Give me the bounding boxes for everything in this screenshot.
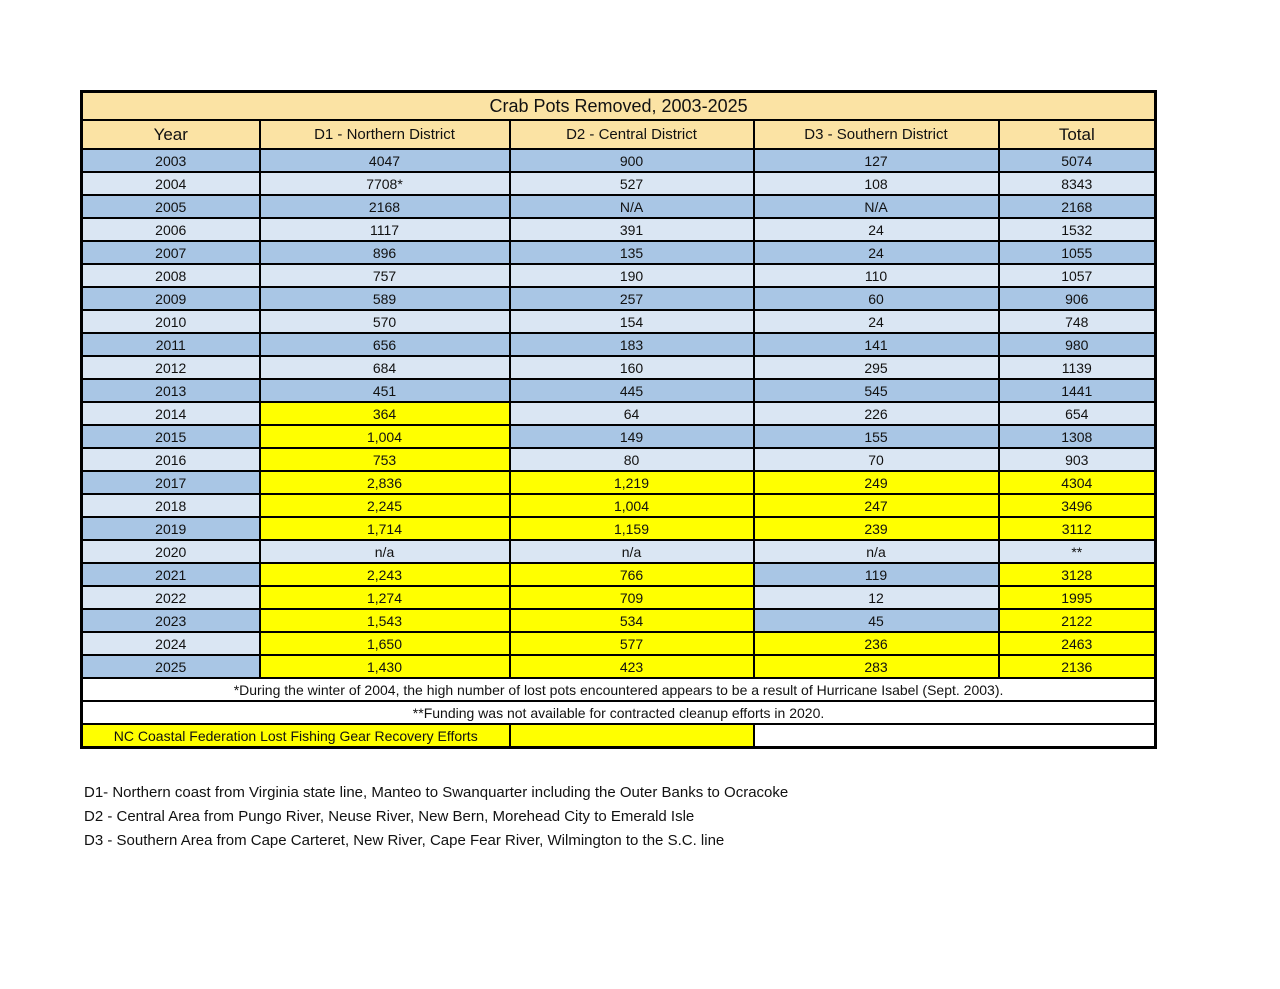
d3-cell: 70 (754, 448, 999, 471)
d3-cell: 295 (754, 356, 999, 379)
d1-cell: 684 (260, 356, 510, 379)
year-cell: 2019 (82, 517, 260, 540)
table-row (82, 356, 1156, 379)
table-row (82, 379, 1156, 402)
year-cell: 2003 (82, 149, 260, 172)
year-cell: 2010 (82, 310, 260, 333)
total-cell: 3112 (999, 517, 1156, 540)
d3-cell: 236 (754, 632, 999, 655)
d3-cell: 24 (754, 218, 999, 241)
d1-cell: 896 (260, 241, 510, 264)
legend-d3: D3 - Southern Area from Cape Carteret, New River, Cape Fear River, Wilmington to the S.C. line (84, 832, 725, 849)
year-cell: 2004 (82, 172, 260, 195)
d1-cell: 1117 (260, 218, 510, 241)
year-cell: 2021 (82, 563, 260, 586)
total-cell: 1441 (999, 379, 1156, 402)
table-row (82, 287, 1156, 310)
total-cell: 906 (999, 287, 1156, 310)
total-cell: ** (999, 540, 1156, 563)
total-cell: 3128 (999, 563, 1156, 586)
d3-cell: n/a (754, 540, 999, 563)
table-row (82, 172, 1156, 195)
d3-cell: 249 (754, 471, 999, 494)
d1-cell: 656 (260, 333, 510, 356)
total-cell: 5074 (999, 149, 1156, 172)
d1-cell: 2168 (260, 195, 510, 218)
d3-cell: 545 (754, 379, 999, 402)
footnote-row (82, 678, 1156, 701)
year-cell: 2022 (82, 586, 260, 609)
total-cell: 1995 (999, 586, 1156, 609)
d2-cell: 766 (510, 563, 754, 586)
d1-cell: 753 (260, 448, 510, 471)
column-header-year: Year (82, 120, 260, 149)
d3-cell: 226 (754, 402, 999, 425)
table-row (82, 471, 1156, 494)
total-cell: 2122 (999, 609, 1156, 632)
total-cell: 654 (999, 402, 1156, 425)
year-cell: 2020 (82, 540, 260, 563)
d2-cell: 64 (510, 402, 754, 425)
legend-d2: D2 - Central Area from Pungo River, Neuse River, New Bern, Morehead City to Emerald Isle (84, 808, 695, 825)
year-cell: 2011 (82, 333, 260, 356)
crab-pots-table (80, 90, 1157, 749)
total-cell: 1308 (999, 425, 1156, 448)
d2-cell: 257 (510, 287, 754, 310)
d2-cell: N/A (510, 195, 754, 218)
table-row (82, 448, 1156, 471)
d2-cell: n/a (510, 540, 754, 563)
table-row (82, 540, 1156, 563)
table-row (82, 655, 1156, 678)
d2-cell: 391 (510, 218, 754, 241)
d2-cell: 577 (510, 632, 754, 655)
table-row (82, 310, 1156, 333)
table-row (82, 494, 1156, 517)
d1-cell: 7708* (260, 172, 510, 195)
d2-cell: 80 (510, 448, 754, 471)
d1-cell: 1,274 (260, 586, 510, 609)
year-cell: 2015 (82, 425, 260, 448)
d1-cell: 1,004 (260, 425, 510, 448)
source-empty-white-cell (754, 724, 1156, 748)
d1-cell: 451 (260, 379, 510, 402)
d2-cell: 423 (510, 655, 754, 678)
d2-cell: 183 (510, 333, 754, 356)
d1-cell: 1,650 (260, 632, 510, 655)
year-cell: 2017 (82, 471, 260, 494)
year-cell: 2024 (82, 632, 260, 655)
table-row (82, 586, 1156, 609)
legend-d1: D1- Northern coast from Virginia state line, Manteo to Swanquarter including the Outer Banks to Ocracoke (84, 784, 789, 801)
total-cell: 2463 (999, 632, 1156, 655)
table-row (82, 149, 1156, 172)
table-row (82, 425, 1156, 448)
table-row (82, 609, 1156, 632)
d2-cell: 160 (510, 356, 754, 379)
year-cell: 2007 (82, 241, 260, 264)
column-header-d3: D3 - Southern District (754, 120, 999, 149)
total-cell: 903 (999, 448, 1156, 471)
year-cell: 2006 (82, 218, 260, 241)
d3-cell: N/A (754, 195, 999, 218)
table-row (82, 195, 1156, 218)
d3-cell: 60 (754, 287, 999, 310)
table-row (82, 402, 1156, 425)
d1-cell: 2,836 (260, 471, 510, 494)
d2-cell: 445 (510, 379, 754, 402)
d2-cell: 154 (510, 310, 754, 333)
source-row (82, 724, 1156, 748)
d3-cell: 155 (754, 425, 999, 448)
d3-cell: 45 (754, 609, 999, 632)
d2-cell: 527 (510, 172, 754, 195)
d3-cell: 119 (754, 563, 999, 586)
total-cell: 2136 (999, 655, 1156, 678)
d1-cell: 4047 (260, 149, 510, 172)
year-cell: 2023 (82, 609, 260, 632)
footnote-row (82, 701, 1156, 724)
d1-cell: 1,543 (260, 609, 510, 632)
source-label: NC Coastal Federation Lost Fishing Gear Recovery Efforts (82, 724, 510, 748)
d2-cell: 190 (510, 264, 754, 287)
d2-cell: 1,004 (510, 494, 754, 517)
year-cell: 2009 (82, 287, 260, 310)
d2-cell: 709 (510, 586, 754, 609)
total-cell: 1055 (999, 241, 1156, 264)
table-row (82, 241, 1156, 264)
year-cell: 2013 (82, 379, 260, 402)
note-hurricane-isabel: *During the winter of 2004, the high number of lost pots encountered appears to be a result of Hurricane Isabel (Sept. 2003). (82, 678, 1156, 701)
d3-cell: 12 (754, 586, 999, 609)
d1-cell: 2,243 (260, 563, 510, 586)
note-funding-2020: **Funding was not available for contracted cleanup efforts in 2020. (82, 701, 1156, 724)
d3-cell: 247 (754, 494, 999, 517)
total-cell: 2168 (999, 195, 1156, 218)
year-cell: 2016 (82, 448, 260, 471)
title-row (82, 92, 1156, 121)
total-cell: 1532 (999, 218, 1156, 241)
d3-cell: 127 (754, 149, 999, 172)
d1-cell: 1,430 (260, 655, 510, 678)
d2-cell: 135 (510, 241, 754, 264)
d3-cell: 24 (754, 310, 999, 333)
table-row (82, 333, 1156, 356)
year-cell: 2012 (82, 356, 260, 379)
d2-cell: 1,159 (510, 517, 754, 540)
total-cell: 748 (999, 310, 1156, 333)
d2-cell: 900 (510, 149, 754, 172)
year-cell: 2008 (82, 264, 260, 287)
table-title: Crab Pots Removed, 2003-2025 (82, 92, 1156, 121)
d1-cell: 757 (260, 264, 510, 287)
column-header-row (82, 120, 1156, 149)
table-row (82, 632, 1156, 655)
total-cell: 8343 (999, 172, 1156, 195)
total-cell: 4304 (999, 471, 1156, 494)
table-row (82, 218, 1156, 241)
table-row (82, 517, 1156, 540)
d1-cell: 2,245 (260, 494, 510, 517)
d2-cell: 1,219 (510, 471, 754, 494)
d3-cell: 24 (754, 241, 999, 264)
total-cell: 3496 (999, 494, 1156, 517)
d1-cell: n/a (260, 540, 510, 563)
d1-cell: 589 (260, 287, 510, 310)
d1-cell: 1,714 (260, 517, 510, 540)
source-empty-yellow-cell (510, 724, 754, 748)
table-row (82, 264, 1156, 287)
table-row (82, 563, 1156, 586)
d2-cell: 534 (510, 609, 754, 632)
d1-cell: 364 (260, 402, 510, 425)
year-cell: 2005 (82, 195, 260, 218)
d3-cell: 141 (754, 333, 999, 356)
total-cell: 1139 (999, 356, 1156, 379)
year-cell: 2025 (82, 655, 260, 678)
column-header-d1: D1 - Northern District (260, 120, 510, 149)
d3-cell: 283 (754, 655, 999, 678)
total-cell: 980 (999, 333, 1156, 356)
year-cell: 2014 (82, 402, 260, 425)
column-header-total: Total (999, 120, 1156, 149)
year-cell: 2018 (82, 494, 260, 517)
column-header-d2: D2 - Central District (510, 120, 754, 149)
total-cell: 1057 (999, 264, 1156, 287)
d1-cell: 570 (260, 310, 510, 333)
d2-cell: 149 (510, 425, 754, 448)
d3-cell: 239 (754, 517, 999, 540)
d3-cell: 110 (754, 264, 999, 287)
district-legend (84, 781, 788, 853)
d3-cell: 108 (754, 172, 999, 195)
